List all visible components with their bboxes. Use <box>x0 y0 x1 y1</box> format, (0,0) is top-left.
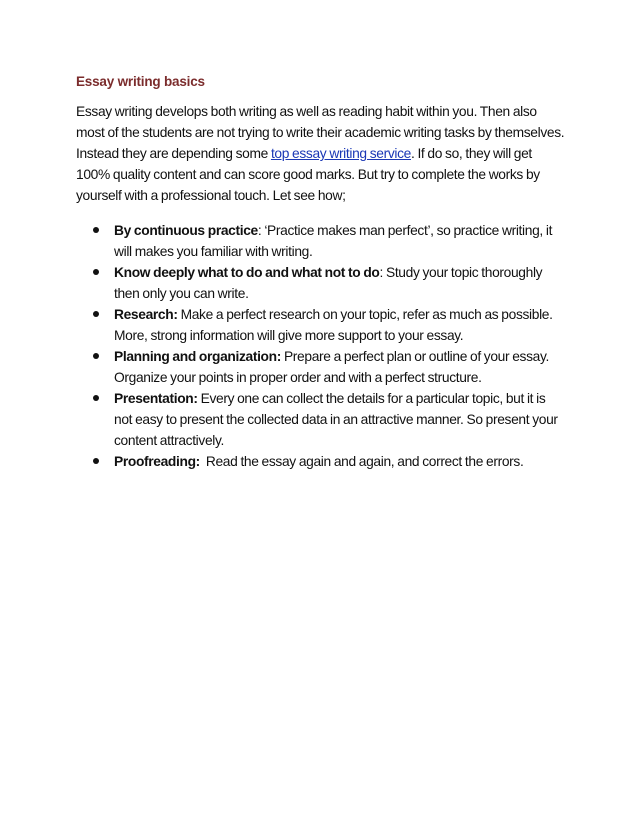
tip-term: Presentation: <box>114 391 198 406</box>
tip-text: Make a perfect research on your topic, refer as much as possible. More, strong information will give more support to your essay. <box>114 307 553 343</box>
tip-text: Every one can collect the details for a particular topic, but it is not easy to present the collected data in an attractive manner. So present your content attractively. <box>114 391 558 448</box>
tip-term: Proofreading: <box>114 454 200 469</box>
list-item <box>114 262 566 304</box>
tip-text: Study your topic thoroughly then only you can write. <box>114 265 543 301</box>
list-item <box>114 451 566 472</box>
tip-separator: : <box>379 265 386 280</box>
list-item <box>114 304 566 346</box>
list-item <box>114 388 566 451</box>
tip-term: Research: <box>114 307 178 322</box>
bullet-icon <box>93 395 99 401</box>
list-item <box>114 220 566 262</box>
essay-service-link[interactable]: top essay writing service <box>270 146 411 161</box>
intro-text-before-link: Essay writing develops both writing as well as reading habit within you. Then also most of the students are not trying to write their academic writing tasks by themselves. Instead they are depending some <box>76 104 565 161</box>
bullet-icon <box>93 269 99 275</box>
tip-separator: : <box>257 223 265 238</box>
tip-text: Read the essay again and again, and correct the errors. <box>205 454 524 469</box>
intro-paragraph <box>76 101 566 206</box>
tip-text: ‘Practice makes man perfect’, so practice writing, it will makes you familiar with writing. <box>114 223 553 259</box>
tip-term: Know deeply what to do and what not to do <box>114 265 380 280</box>
tip-text: Prepare a perfect plan or outline of your essay. Organize your points in proper order and with a perfect structure. <box>114 349 549 385</box>
intro-text-after-link: . If do so, they will get 100% quality content and can score good marks. But try to complete the works by yourself with a professional touch. Let see how; <box>76 146 540 203</box>
tip-term: Planning and organization: <box>114 349 281 364</box>
bullet-icon <box>93 353 99 359</box>
bullet-icon <box>93 458 99 464</box>
bullet-icon <box>93 311 99 317</box>
document-heading: Essay writing basics <box>76 74 205 89</box>
tip-term: By continuous practice <box>114 223 258 238</box>
list-item <box>114 346 566 388</box>
bullet-icon <box>93 227 99 233</box>
document-body <box>76 74 566 472</box>
tips-list <box>76 220 566 472</box>
